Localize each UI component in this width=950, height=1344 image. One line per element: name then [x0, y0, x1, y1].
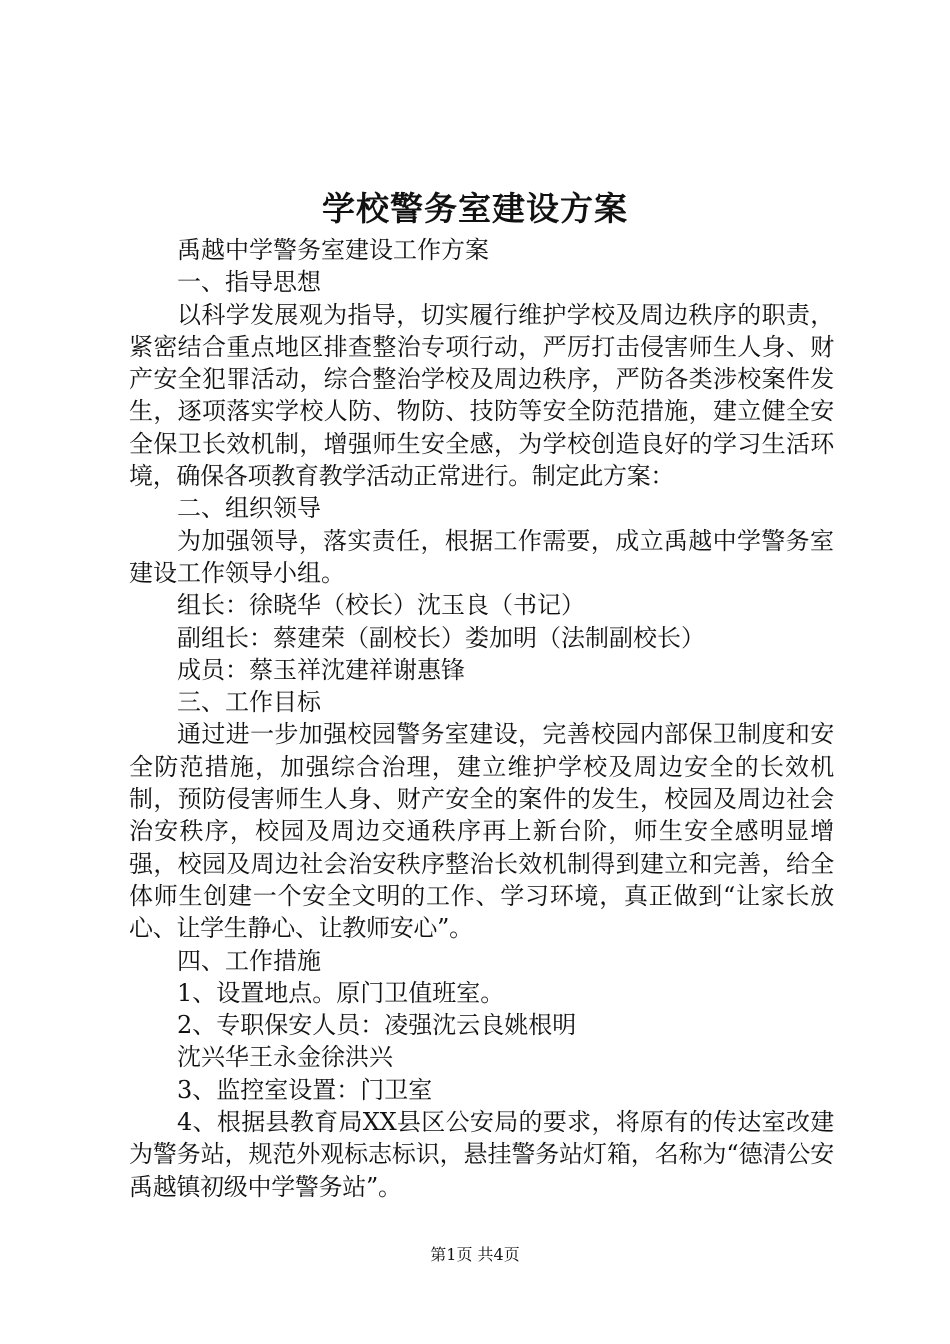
heading-work-measures: 四、工作措施 [177, 946, 321, 975]
line-members: 成员：蔡玉祥沈建祥谢惠锋 [177, 655, 465, 684]
paragraph-guiding-ideology: 以科学发展观为指导，切实履行维护学校及周边秩序的职责，紧密结合重点地区排查整治专项行动，严厉打击侵害师生人身、财产安全犯罪活动，综合整治学校及周边秩序，严防各类涉校案件发生，逐项落实学校人防、物防、技防等安全防范措施，建立健全安全保卫长效机制，增强师生安全感，为学校创造良好的学习生活环境，确保各项教育教学活动正常进行。制定此方案： [129, 300, 834, 491]
page-footer: 第1页 共4页 [430, 1245, 520, 1264]
document-body [129, 234, 834, 1203]
paragraph-work-goals: 通过进一步加强校园警务室建设，完善校园内部保卫制度和安全防范措施，加强综合治理，建立维护学校及周边安全的长效机制，预防侵害师生人身、财产安全的案件的发生，校园及周边社会治安秩序，校园及周边交通秩序再上新台阶，师生安全感明显增强，校园及周边社会治安秩序整治长效机制得到建立和完善，给全体师生创建一个安全文明的工作、学习环境，真正做到“让家长放心、让学生静心、让教师安心”。 [129, 720, 834, 943]
heading-guiding-ideology: 一、指导思想 [177, 268, 321, 297]
measure-monitoring-room: 3、监控室设置：门卫室 [177, 1075, 433, 1104]
paragraph-organization: 为加强领导，落实责任，根据工作需要，成立禹越中学警务室建设工作领导小组。 [129, 526, 834, 587]
paragraph-subtitle: 禹越中学警务室建设工作方案 [177, 236, 489, 264]
measure-police-station: 4、根据县教育局XX县区公安局的要求，将原有的传达室改建为警务站，规范外观标志标识，悬挂警务站灯箱，名称为“德清公安禹越镇初级中学警务站”。 [129, 1108, 834, 1201]
heading-work-goals: 三、工作目标 [177, 688, 321, 717]
measure-location: 1、设置地点。原门卫值班室。 [177, 978, 505, 1007]
document-title: 学校警务室建设方案 [322, 189, 628, 228]
line-group-leader: 组长：徐晓华（校长）沈玉良（书记） [177, 591, 585, 620]
line-deputy-leader: 副组长：蔡建荣（副校长）娄加明（法制副校长） [177, 623, 705, 652]
measure-security-staff-cont: 沈兴华王永金徐洪兴 [177, 1043, 393, 1072]
heading-organization: 二、组织领导 [177, 494, 321, 523]
measure-security-staff: 2、专职保安人员：凌强沈云良姚根明 [177, 1011, 577, 1040]
